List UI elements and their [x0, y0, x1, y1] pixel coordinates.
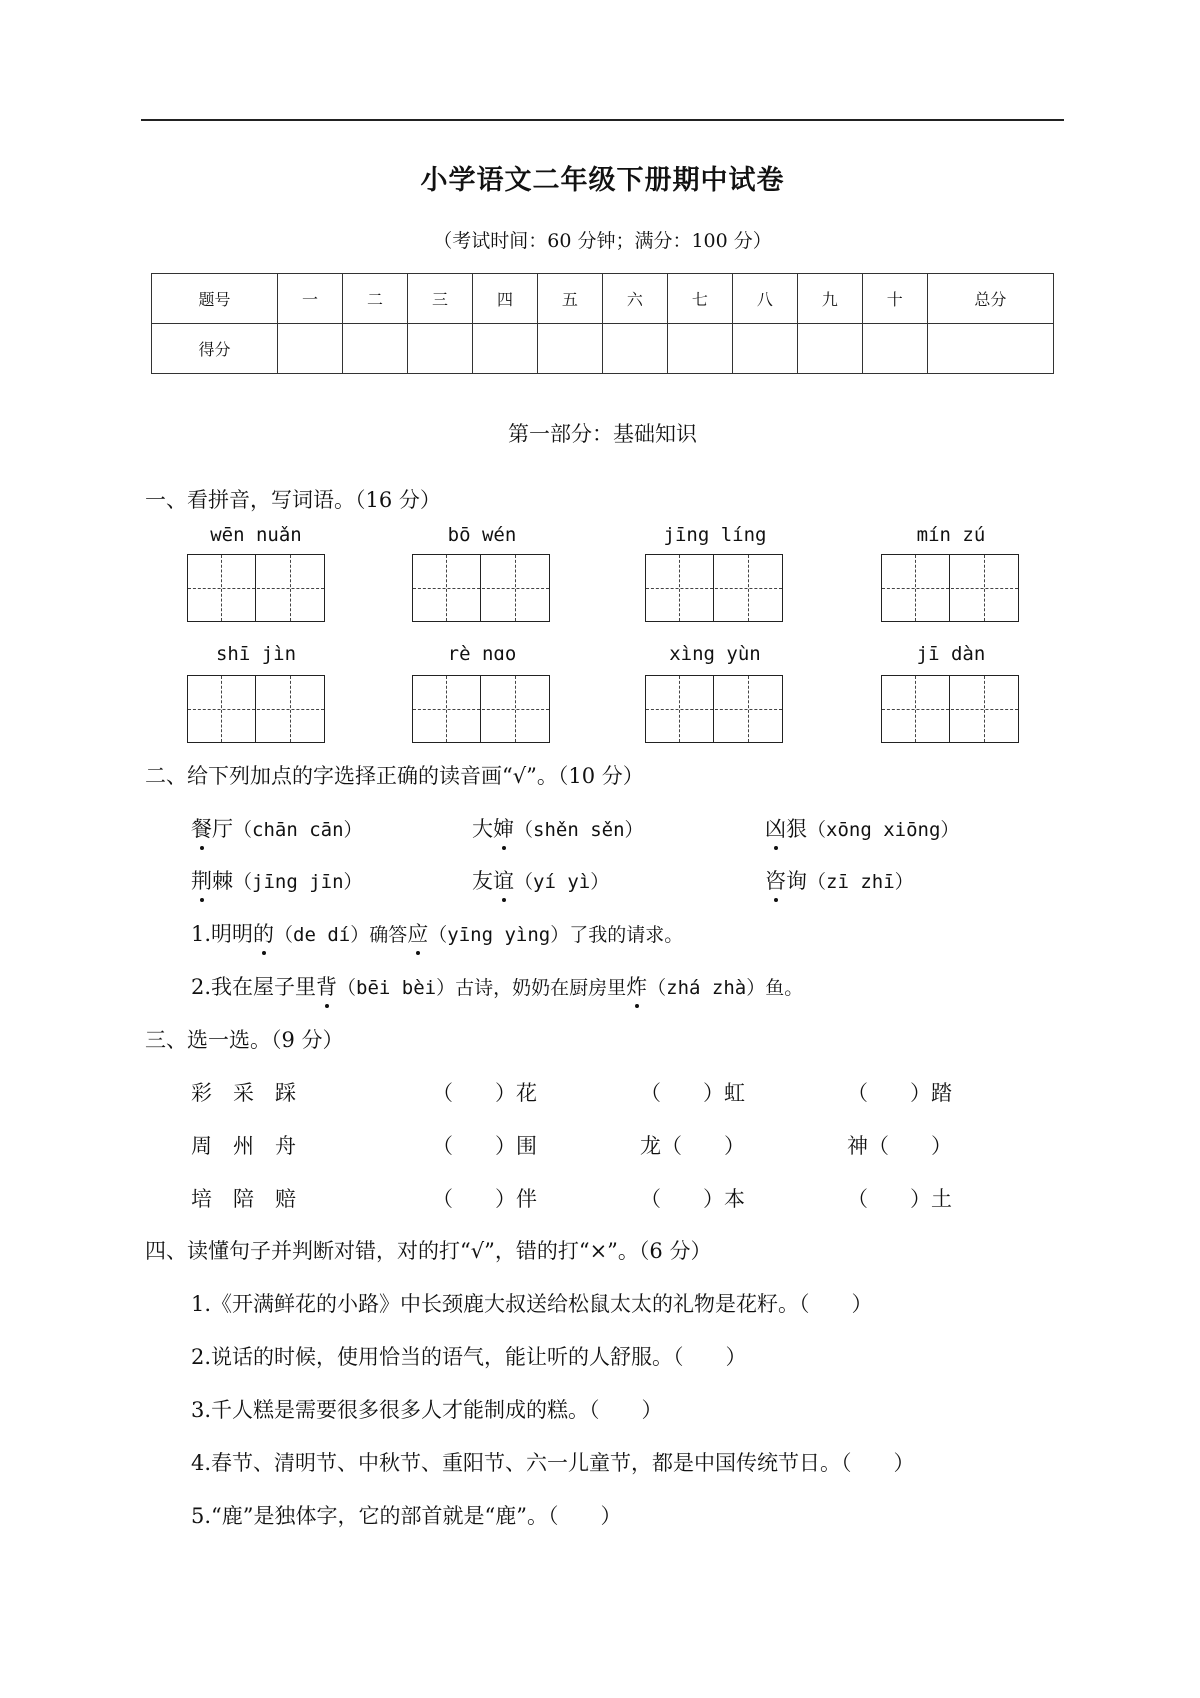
q1-heading: 一、看拼音，写词语。（16 分）	[145, 488, 441, 512]
score-cell[interactable]	[927, 324, 1053, 374]
score-header-cell: 三	[408, 274, 473, 324]
score-cell[interactable]	[667, 324, 732, 374]
judgement-item[interactable]: 1.《开满鲜花的小路》中长颈鹿大叔送给松鼠太太的礼物是花籽。（ ）	[191, 1292, 873, 1316]
dotted-char: 荆	[191, 865, 212, 895]
score-header-cell: 题号	[152, 274, 278, 324]
choice-chars: 培 陪 赔	[191, 1187, 296, 1211]
score-cell[interactable]	[862, 324, 927, 374]
score-table	[151, 273, 1054, 374]
pinyin-label: xìng yùn	[669, 643, 761, 665]
dotted-char: 凶	[765, 813, 786, 843]
score-header-cell: 五	[537, 274, 602, 324]
judgement-item[interactable]: 5.“鹿”是独体字，它的部首就是“鹿”。（ ）	[191, 1504, 622, 1528]
reading-item	[191, 865, 363, 895]
writing-grid[interactable]	[881, 675, 1019, 743]
writing-grid[interactable]	[187, 675, 325, 743]
score-header-cell: 总分	[927, 274, 1053, 324]
item-char: 大	[472, 817, 493, 841]
item-char: 厅	[212, 817, 233, 841]
reading-sentence	[191, 918, 683, 948]
part-heading: 第一部分：基础知识	[508, 422, 697, 446]
judgement-item[interactable]: 2.说话的时候，使用恰当的语气，能让听的人舒服。（ ）	[191, 1345, 747, 1369]
choice-blank[interactable]: 神（ ）	[847, 1134, 952, 1158]
choice-blank[interactable]: （ ）虹	[640, 1081, 745, 1105]
writing-grid[interactable]	[645, 675, 783, 743]
reading-item	[765, 865, 914, 895]
choice-chars: 周 州 舟	[191, 1134, 296, 1158]
pinyin-options[interactable]: （zhá zhà）鱼。	[647, 977, 804, 999]
score-header-cell: 七	[667, 274, 732, 324]
score-header-cell: 八	[732, 274, 797, 324]
choice-blank[interactable]: （ ）围	[432, 1134, 537, 1158]
choice-chars: 彩 采 踩	[191, 1081, 296, 1105]
reading-sentence	[191, 971, 803, 1001]
score-cell[interactable]	[537, 324, 602, 374]
reading-item	[472, 865, 609, 895]
judgement-item[interactable]: 4.春节、清明节、中秋节、重阳节、六一儿童节，都是中国传统节日。（ ）	[191, 1451, 915, 1475]
item-char: 友	[472, 869, 493, 893]
pinyin-label: shī jìn	[215, 643, 297, 665]
pinyin-options[interactable]: （yí yì）	[514, 871, 610, 893]
judgement-item[interactable]: 3.千人糕是需要很多很多人才能制成的糕。（ ）	[191, 1398, 663, 1422]
pinyin-options[interactable]: （yīng yìng）了我的请求。	[428, 924, 684, 946]
item-char: 棘	[212, 869, 233, 893]
q2-heading: 二、给下列加点的字选择正确的读音画“√”。（10 分）	[145, 764, 644, 788]
q4-heading: 四、读懂句子并判断对错，对的打“√”，错的打“×”。（6 分）	[145, 1239, 712, 1263]
dotted-char: 应	[407, 918, 428, 948]
choice-blank[interactable]: （ ）伴	[432, 1187, 537, 1211]
choice-blank[interactable]: （ ）踏	[847, 1081, 952, 1105]
item-char: 狠	[786, 817, 807, 841]
dotted-char: 的	[253, 918, 274, 948]
top-rule	[141, 119, 1064, 121]
choice-blank[interactable]: （ ）土	[847, 1187, 952, 1211]
score-header-cell: 九	[797, 274, 862, 324]
score-header-cell: 四	[472, 274, 537, 324]
score-cell[interactable]	[732, 324, 797, 374]
score-cell[interactable]	[278, 324, 343, 374]
pinyin-options[interactable]: （jīng jīn）	[233, 871, 363, 893]
choice-blank[interactable]: （ ）花	[432, 1081, 537, 1105]
sentence-text: 1.明明	[191, 922, 254, 946]
item-char: 询	[786, 869, 807, 893]
pinyin-options[interactable]: （shěn sěn）	[514, 819, 644, 841]
dotted-char: 餐	[191, 813, 212, 843]
reading-item	[191, 813, 363, 843]
score-header-cell: 六	[602, 274, 667, 324]
sentence-text: 2.我在屋子里	[191, 975, 317, 999]
choice-blank[interactable]: 龙（ ）	[640, 1134, 745, 1158]
dotted-char: 咨	[765, 865, 786, 895]
writing-grid[interactable]	[881, 554, 1019, 622]
pinyin-label: jī dàn	[916, 643, 986, 665]
score-table-header-row	[152, 274, 1054, 324]
pinyin-label: mín zú	[916, 524, 986, 546]
reading-item	[765, 813, 959, 843]
pinyin-options[interactable]: （zī zhī）	[807, 871, 914, 893]
score-row-label: 得分	[152, 324, 278, 374]
writing-grid[interactable]	[187, 554, 325, 622]
exam-info: （考试时间：60 分钟；满分：100 分）	[433, 230, 772, 252]
writing-grid[interactable]	[412, 675, 550, 743]
page-title: 小学语文二年级下册期中试卷	[420, 165, 785, 196]
choice-blank[interactable]: （ ）本	[640, 1187, 745, 1211]
score-cell[interactable]	[408, 324, 473, 374]
pinyin-label: wēn nuǎn	[210, 524, 302, 546]
dotted-char: 炸	[626, 971, 647, 1001]
pinyin-options[interactable]: （xōng xiōng）	[807, 819, 960, 841]
reading-item	[472, 813, 644, 843]
pinyin-options[interactable]: （de dí）确答	[274, 924, 408, 946]
writing-grid[interactable]	[412, 554, 550, 622]
score-header-cell: 二	[343, 274, 408, 324]
pinyin-options[interactable]: （chān cān）	[233, 819, 363, 841]
score-cell[interactable]	[472, 324, 537, 374]
q3-heading: 三、选一选。（9 分）	[145, 1028, 344, 1052]
score-cell[interactable]	[343, 324, 408, 374]
pinyin-label: jīng líng	[663, 524, 767, 546]
writing-grid[interactable]	[645, 554, 783, 622]
pinyin-options[interactable]: （bēi bèi）古诗，奶奶在厨房里	[337, 977, 627, 999]
pinyin-label: rè nɑo	[447, 643, 517, 665]
score-cell[interactable]	[797, 324, 862, 374]
score-header-cell: 十	[862, 274, 927, 324]
score-header-cell: 一	[278, 274, 343, 324]
score-cell[interactable]	[602, 324, 667, 374]
pinyin-label: bō wén	[447, 524, 517, 546]
dotted-char: 谊	[493, 865, 514, 895]
score-table-score-row	[152, 324, 1054, 374]
dotted-char: 婶	[493, 813, 514, 843]
dotted-char: 背	[316, 971, 337, 1001]
